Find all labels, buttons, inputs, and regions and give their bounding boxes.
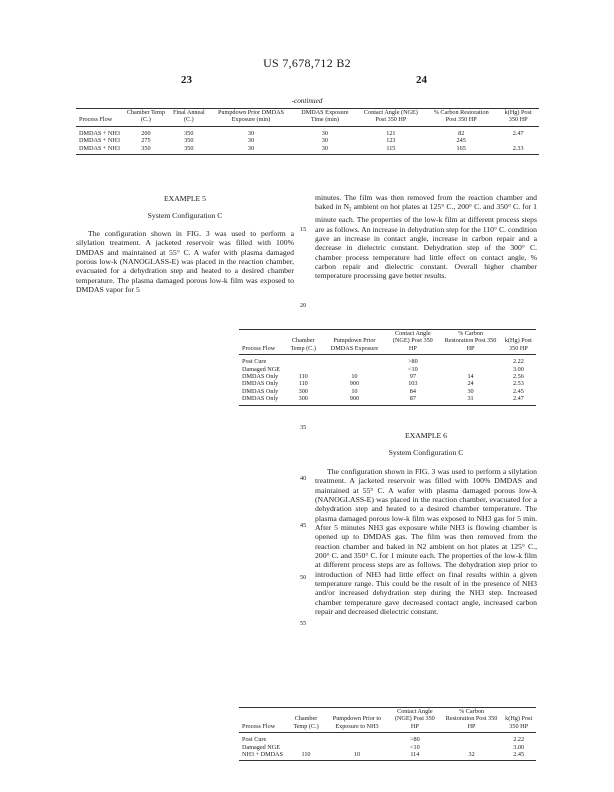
table-row (76, 137, 539, 144)
example5-paragraph-right (315, 193, 537, 281)
example6-title: EXAMPLE 6 (404, 431, 448, 440)
table-cell (283, 366, 324, 373)
table-cell: 115 (386, 144, 396, 152)
table-cell: DMDAS + NH3 (79, 144, 120, 152)
table-cell: 350 (184, 144, 194, 152)
table-cell: 3.00 (513, 365, 524, 373)
line-number-45: 45 (300, 522, 307, 529)
column-header: % Carbon Restoration Post 350 HP (445, 708, 498, 730)
table-cell: 2.53 (513, 380, 524, 388)
table-cell: 3.00 (513, 743, 525, 751)
table-cell (440, 366, 501, 373)
column-header: % Carbon Restoration Post 350 HP (433, 109, 489, 124)
table-row (239, 751, 536, 761)
table-cell: 2.22 (513, 358, 524, 366)
table-cell (497, 137, 539, 144)
table-cell: DMDAS Only (242, 373, 279, 381)
example6-subtitle: System Configuration C (388, 448, 464, 457)
table3-body (239, 733, 536, 761)
column-header: % Carbon Restoration Post 350 HP (444, 330, 497, 352)
table-row (239, 373, 536, 380)
table-cell: 30 (247, 129, 255, 137)
table-row (239, 395, 536, 405)
table-cell: DMDAS Only (242, 387, 279, 395)
patent-number: US 7,678,712 B2 (263, 56, 351, 70)
table-cell: 84 (409, 387, 416, 395)
table-cell: NH3 + DMDAS (242, 751, 283, 759)
column-header: Chamber Temp (C.) (293, 715, 319, 730)
table-cell (286, 733, 326, 744)
table-cell: 14 (467, 373, 474, 381)
table-cell (442, 744, 502, 751)
column-header: Process Flow (79, 116, 113, 124)
example5-title: EXAMPLE 5 (163, 194, 207, 203)
line-number-15: 15 (300, 226, 307, 233)
table-cell: 30 (321, 129, 328, 137)
line-number-35: 35 (300, 424, 307, 431)
table-cell: 31 (467, 395, 474, 403)
column-header: Pumpdown Prior to Exposure to NH3 (332, 715, 382, 730)
table-cell: 110 (298, 380, 308, 388)
table-cell: 110 (298, 373, 308, 381)
table-cell: 900 (349, 380, 360, 388)
table-cell: 87 (409, 395, 416, 403)
table-cell: Post Cure (242, 358, 267, 366)
table-row (76, 126, 539, 137)
table-cell: DMDAS + NH3 (79, 137, 120, 145)
table3 (239, 707, 536, 761)
table-cell: 300 (298, 387, 308, 395)
example5-subtitle: System Configuration C (147, 211, 223, 220)
table-cell: 2.45 (513, 751, 525, 759)
column-header: Chamber Temp (C.) (290, 337, 316, 352)
table-cell (326, 744, 388, 751)
table-cell: 350 (184, 129, 194, 137)
table-row (76, 145, 539, 155)
table-cell: 275 (141, 137, 151, 145)
table-row (239, 733, 536, 744)
table-cell: 30 (247, 144, 255, 152)
table-cell: 2.47 (513, 395, 524, 403)
table-cell: 2.22 (513, 736, 525, 744)
line-number-50: 50 (300, 574, 307, 581)
table-cell: <10 (410, 743, 420, 751)
table2 (239, 329, 536, 406)
table2-header-row (239, 330, 536, 355)
table-row (239, 388, 536, 395)
table-cell: 10 (351, 373, 358, 381)
example5-paragraph-left: The configuration shown in FIG. 3 was used to perform a silylation treatment. A jacketed reservoir was filled with 100% DMDAS and maintained at 55° C. A wafer with plasma damaged porous low-k (NANOGLASS-E) was placed in the reaction chamber, evacuated for a dehydration step and heated to a desired chamber temperature. The plasma damaged porous low-k film was exposed to DMDAS vapor for 5 (76, 229, 294, 295)
table-cell: 123 (386, 137, 396, 145)
table-cell: 103 (408, 380, 418, 388)
column-header: Final Anneal (C.) (172, 109, 205, 124)
table-cell: 30 (321, 144, 328, 152)
table-cell: DMDAS + NH3 (79, 129, 120, 137)
table-cell: 110 (301, 751, 311, 759)
column-header: k(Hg) Post 350 HP (504, 109, 532, 124)
table-cell: 10 (351, 387, 358, 395)
table-cell (442, 733, 502, 744)
page-number-right: 24 (416, 74, 427, 86)
table-cell: 900 (349, 395, 360, 403)
table-cell (323, 355, 385, 366)
table-cell: 24 (467, 380, 474, 388)
line-number-20: 20 (300, 302, 307, 309)
table-cell: 10 (353, 751, 361, 759)
table-cell (326, 733, 388, 744)
example6-paragraph: The configuration shown in FIG. 3 was used to perform a silylation treatment. A jacketed reservoir was filled with 100% DMDAS and maintained at 55° C. A wafer with plasma damaged porous low-k (NANOGLASS-E) was placed in the reaction chamber, evacuated for a dehydration step and heated to a desired chamber temperature. The plasma damaged porous low-k film was exposed to NH3 gas for 5 min. After 5 minutes NH3 gas exposure while NH3 is flowing chamber is opened up to DMDAS gas. The film was then removed from the reaction chamber and baked in N2 ambient on hot plates at 125° C., 200° C. and 350° C. for 1 minute each. The properties of the low-k film at different process steps are as follows. The dehydration step prior to introduction of NH3 had little effect on final results within a given temperature range. This could be the result of in the presence of NH3 and/or increased dehydration step during the NH3 step. Increased chamber temperature gave decreased contact angle, increased carbon repair and decreased dielectric constant. (315, 467, 537, 617)
table-cell: 2.56 (513, 373, 524, 381)
line-number-40: 40 (300, 475, 307, 482)
table-cell: 32 (468, 751, 475, 759)
column-header: Chamber Temp (C.) (126, 109, 165, 124)
table1-body (76, 126, 539, 154)
table-cell: 97 (409, 373, 416, 381)
table-cell: >80 (407, 358, 418, 366)
column-header: Pumpdown Prior DMDAS Exposure (330, 337, 379, 352)
table-cell (323, 366, 385, 373)
column-header: Contact Angle (NGE) Post 350 HP (363, 109, 418, 124)
table-cell: DMDAS Only (242, 380, 279, 388)
table-cell: 350 (141, 144, 151, 152)
column-header: DMDAS Exposure Time (min) (301, 109, 349, 124)
table-cell: >80 (410, 736, 420, 744)
column-header: k(Hg) Post 350 HP (504, 337, 532, 352)
table-cell: 200 (141, 129, 151, 137)
table-cell (286, 744, 326, 751)
table1-header-row (76, 109, 539, 127)
table-cell: 30 (321, 137, 328, 145)
line-number-55: 55 (300, 620, 307, 627)
page-number-left: 23 (181, 74, 192, 86)
table-cell: 245 (456, 137, 466, 145)
table3-header-row (239, 708, 536, 733)
table-cell: Damaged NGE (242, 743, 280, 751)
column-header: Contact Angle (NGE) Post 350 HP (392, 330, 433, 352)
column-header: Pumpdown Prior DMDAS Exposure (min) (217, 109, 284, 124)
table-cell (283, 355, 324, 366)
table-cell: 30 (467, 387, 474, 395)
table1 (76, 108, 539, 155)
table-cell: 2.33 (512, 144, 524, 152)
table-row (239, 744, 536, 751)
table1-caption: -continued (291, 97, 323, 105)
example5-paragraph-right-part-b: ambient on hot plates at 125° C., 200° C. and 350° C. for 1 minute each. The properties of the low-k film at different process steps are as follows. An increase in dehydration step for the 110° C. condition gave an increase in contact angle, increase in carbon repair and a decrease in dielectric constant. Dehydration step of the 300° C. chamber process temperature had little effect on contact angle, % carbon repair and dielectric constant. Overall higher chamber temperature processing gave better results. (315, 202, 538, 281)
table-cell: 300 (298, 395, 308, 403)
table-cell (440, 355, 501, 366)
table-cell: 121 (386, 129, 396, 137)
table-cell: 165 (456, 144, 466, 152)
column-header: Process Flow (242, 722, 276, 730)
table2-body (239, 355, 536, 405)
table-cell: DMDAS Only (242, 395, 279, 403)
table-row (239, 366, 536, 373)
table-cell: 2.47 (512, 129, 524, 137)
nitrogen-subscript: 2 (349, 207, 352, 213)
column-header: k(Hg) Post 350 HP (505, 715, 533, 730)
table-cell: Post Cure (242, 736, 267, 744)
table-cell: <10 (407, 365, 418, 373)
table-cell: Damaged NGE (242, 365, 280, 373)
table-row (239, 355, 536, 366)
table-cell: 30 (247, 137, 255, 145)
table-cell: 2.45 (513, 387, 524, 395)
table-cell: 114 (410, 751, 420, 759)
table-row (239, 380, 536, 387)
table-cell: 350 (184, 137, 194, 145)
table-cell: 82 (458, 129, 465, 137)
example5-paragraph-right-part-a: minutes. The film was then removed from the reaction chamber and baked in N (315, 193, 537, 212)
column-header: Process Flow (242, 344, 276, 352)
column-header: Contact Angle (NGE) Post 350 HP (394, 708, 435, 730)
